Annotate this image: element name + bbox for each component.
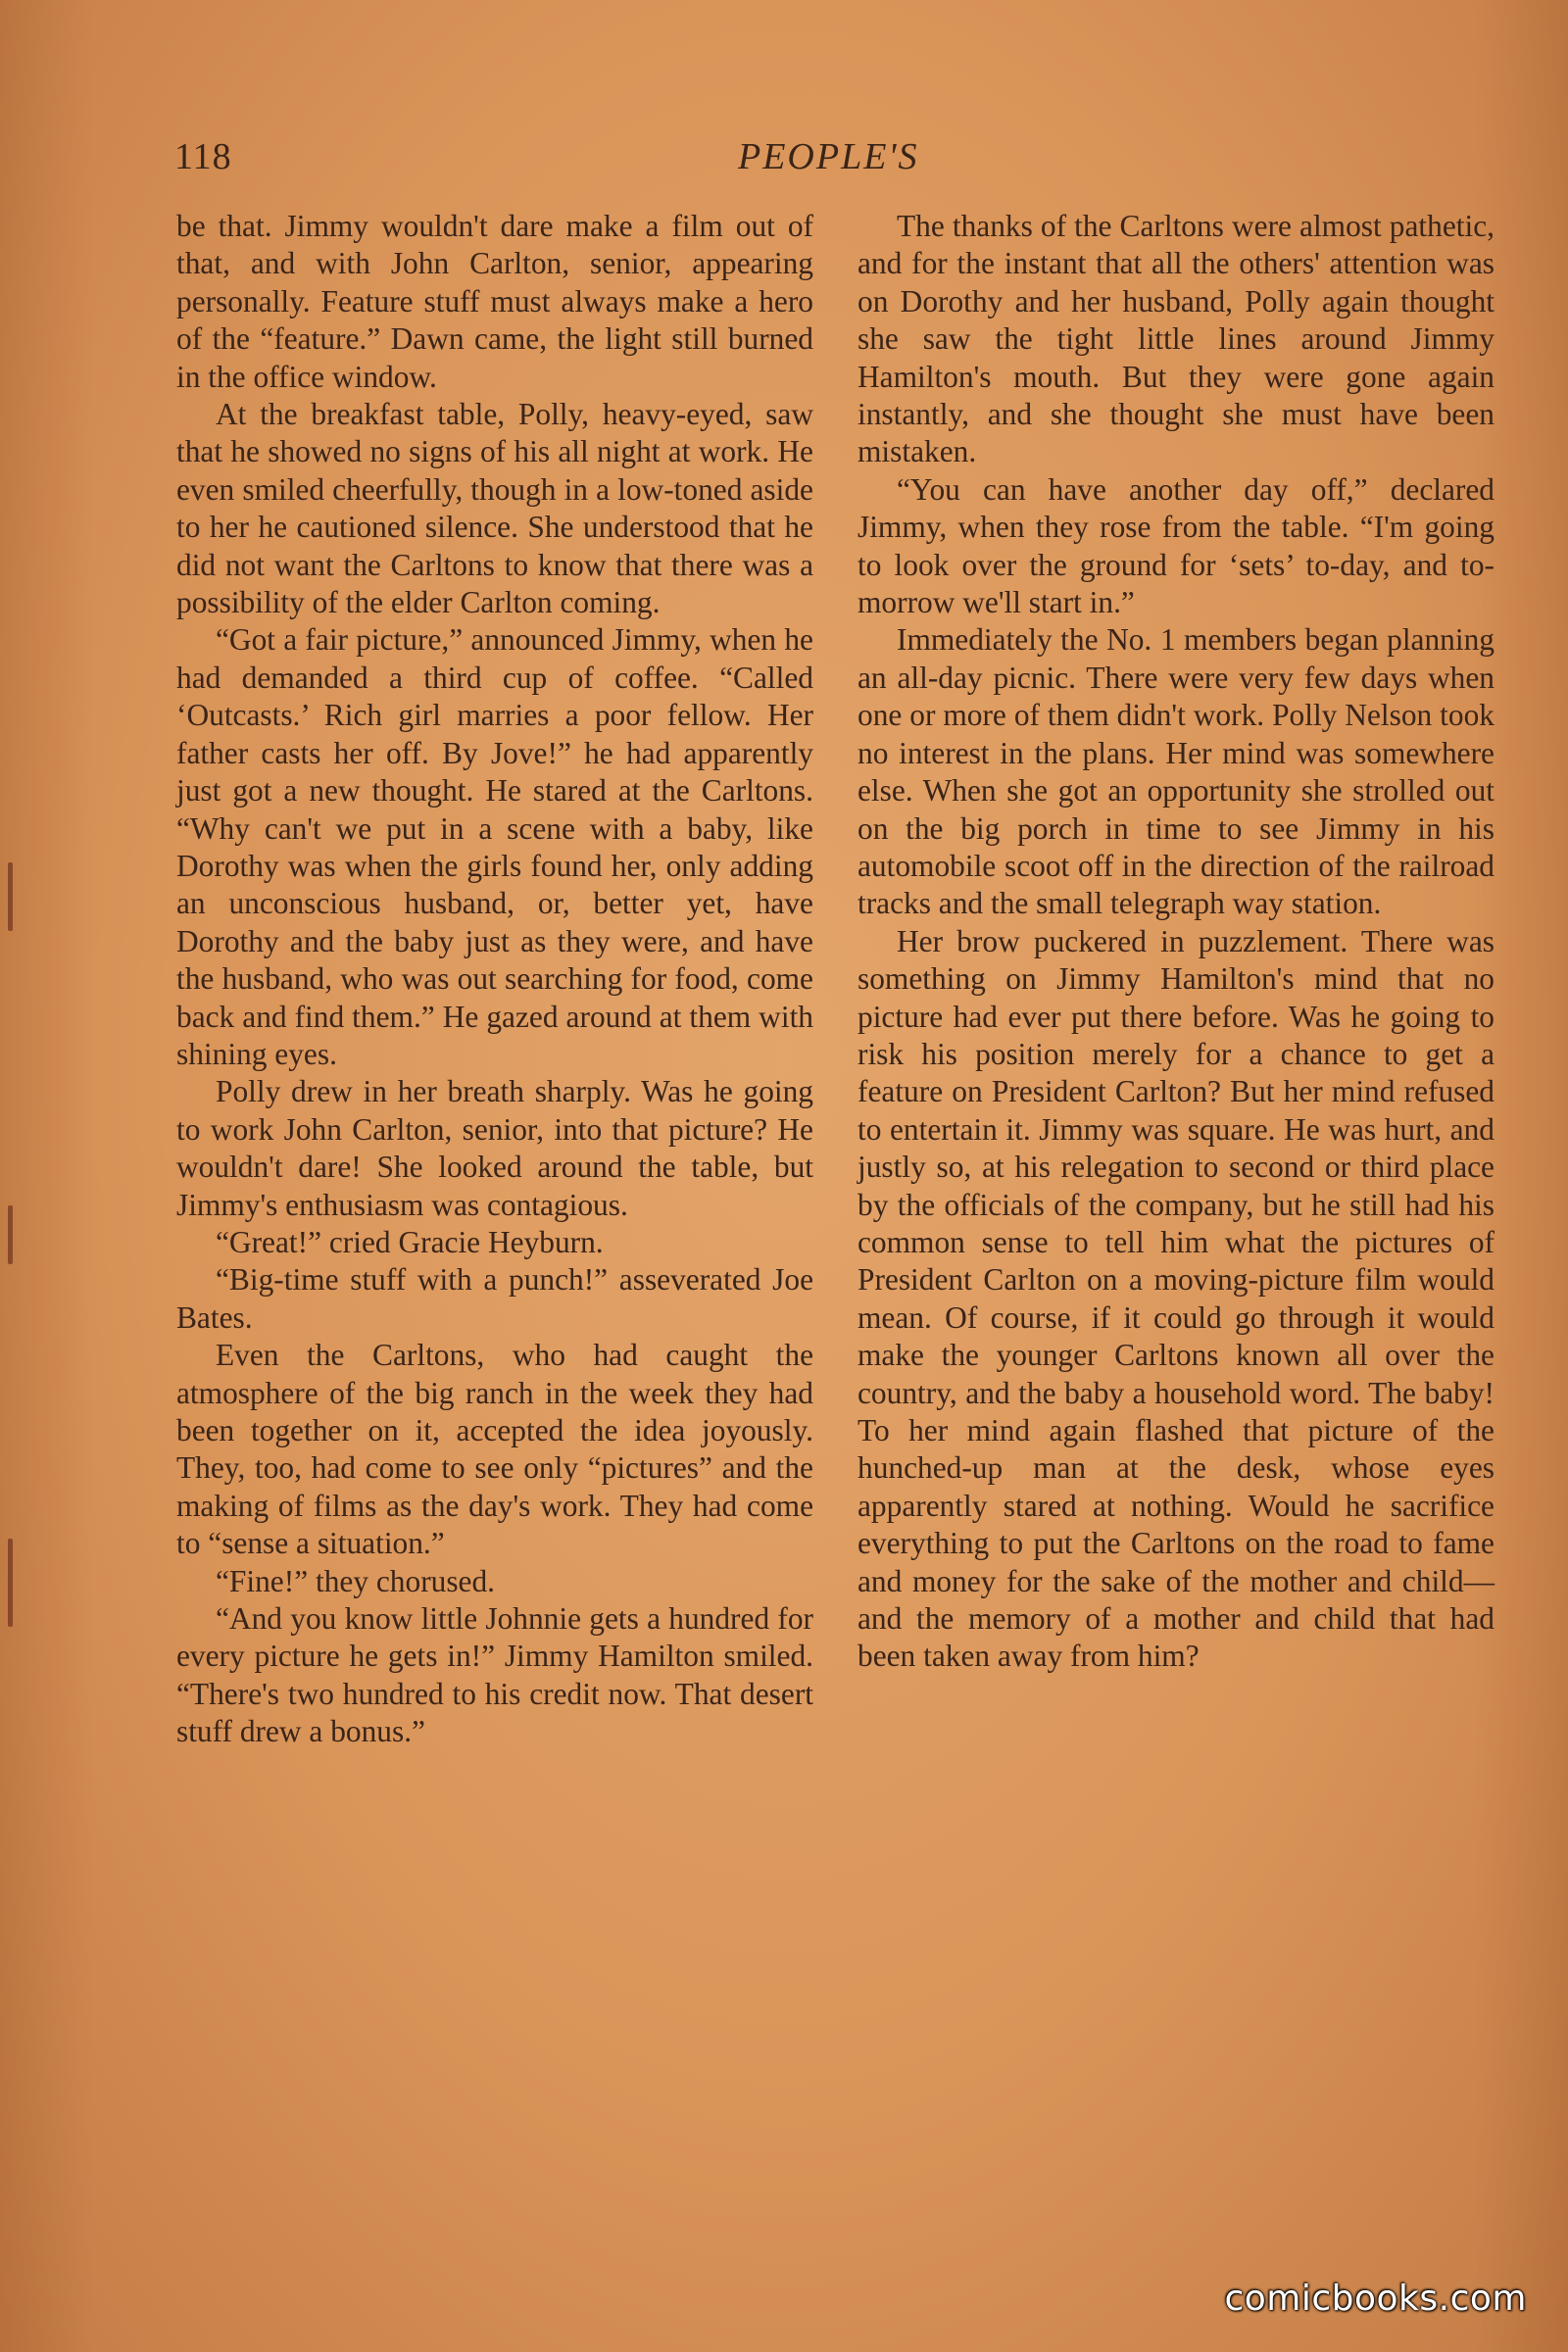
paragraph: Immediately the No. 1 members began planning an all-day picnic. There were very few days when one or more of them didn't work. Polly Nelson took no interest in the plans. Her mind was somewhere else. When she got an opportunity she strolled out on the big porch in time to see Jimmy in his automobile scoot off in the direction of the railroad tracks and the small telegraph way station. <box>858 622 1494 921</box>
paragraph: “Big-time stuff with a punch!” asseverated Joe Bates. <box>176 1262 813 1335</box>
edge-stain <box>8 1205 13 1264</box>
paragraph: Her brow puckered in puzzlement. There was something on Jimmy Hamilton's mind that no picture had ever put there before. Was he going to risk his position merely for a chance to get a feature on President Carlton? But her mind refused to entertain it. Jimmy was square. He was hurt, and justly so, at his relegation to second or third place by the officials of the company, but he still had his common sense to tell him what the pictures of President Carlton on a moving-picture film would mean. Of course, if it could go through it would make the younger Carltons known all over the country, and the baby a household word. The baby! To her mind again flashed that picture of the hunched-up man at the desk, whose eyes apparently stared at nothing. Would he sacrifice everything to put the Carltons on the road to fame and money for the sake of the mother and child—and the memory of a mother and child that had been taken away from him? <box>858 923 1494 1674</box>
paragraph: “Got a fair picture,” announced Jimmy, when he had demanded a third cup of coffee. “Called ‘Outcasts.’ Rich girl marries a poor fellow. Her father casts her off. By Jove!” he had apparently just got a new thought. He stared at the Carltons. “Why can't we put in a scene with a baby, like Dorothy was when the girls found her, only adding an unconscious husband, or, better yet, have Dorothy and the baby just as they were, and have the husband, who was out searching for food, come back and find them.” He gazed around at them with shining eyes. <box>176 622 813 1071</box>
page-header <box>174 129 1497 188</box>
page-number: 118 <box>174 136 232 177</box>
paragraph: “Fine!” they chorused. <box>216 1563 496 1598</box>
running-title: PEOPLE'S <box>738 136 919 177</box>
left-column <box>176 208 813 1751</box>
paragraph: Polly drew in her breath sharply. Was he going to work John Carlton, senior, into that picture? He wouldn't dare! She looked around the table, but Jimmy's enthusiasm was contagious. <box>176 1074 813 1222</box>
paragraph: The thanks of the Carltons were almost pathetic, and for the instant that all the others' attention was on Dorothy and her husband, Polly again thought she saw the tight little lines around Jimmy Hamilton's mouth. But they were gone again instantly, and she thought she must have been mistaken. <box>858 209 1494 469</box>
edge-stain <box>8 1539 13 1627</box>
paragraph: “Great!” cried Gracie Heyburn. <box>216 1224 604 1259</box>
paragraph: Even the Carltons, who had caught the atmosphere of the big ranch in the week they had been together on it, accepted the idea joyously. They, too, had come to see only “pictures” and the making of films as the day's work. They had come to “sense a situation.” <box>176 1338 813 1561</box>
paragraph: be that. Jimmy wouldn't dare make a film out of that, and with John Carlton, senior, appearing personally. Feature stuff must always make a hero of the “feature.” Dawn came, the light still burned in the office window. <box>176 209 813 394</box>
watermark: comicbooks.com <box>1224 2278 1527 2319</box>
edge-stain <box>8 862 13 931</box>
right-column <box>858 208 1494 1676</box>
paragraph: “You can have another day off,” declared Jimmy, when they rose from the table. “I'm going to look over the ground for ‘sets’ to-day, and to-morrow we'll start in.” <box>858 471 1494 620</box>
paragraph: At the breakfast table, Polly, heavy-eyed, saw that he showed no signs of his all night at work. He even smiled cheerfully, though in a low-toned aside to her he cautioned silence. She understood that he did not want the Carltons to know that there was a possibility of the elder Carlton coming. <box>176 397 813 620</box>
paragraph: “And you know little Johnnie gets a hundred for every picture he gets in!” Jimmy Hamilton smiled. “There's two hundred to his credit now. That desert stuff drew a bonus.” <box>176 1601 813 1749</box>
